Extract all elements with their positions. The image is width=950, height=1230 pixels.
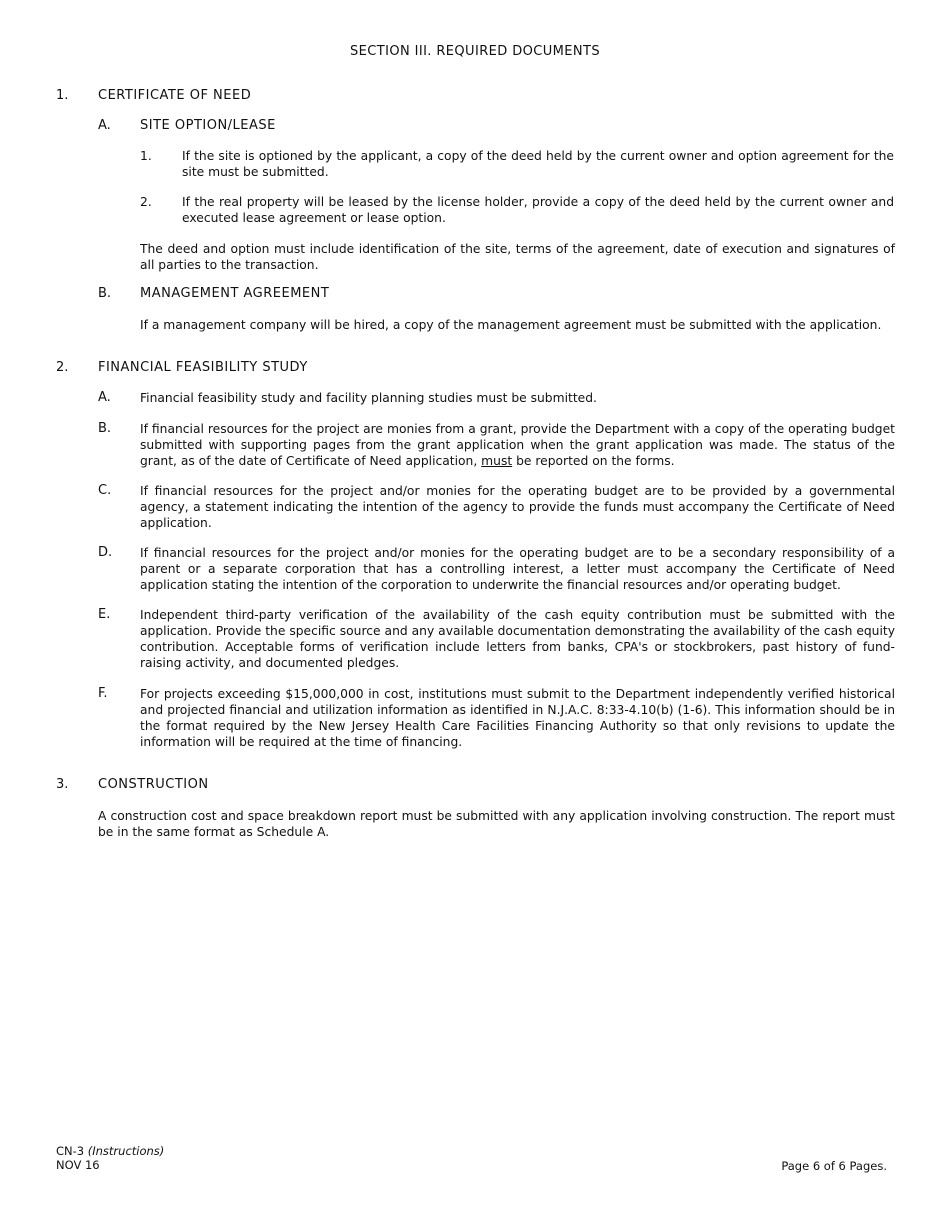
item-2c-letter: C.: [98, 483, 112, 498]
item-2d-text: If financial resources for the project and/or monies for the operating budget are to be a secondary responsibility of a parent or a separate corporation that has a controlling interest, a letter must accompany the Certificate of Need application stating the intention of the corporation to underwrite the financial resources and/or operating budget.: [140, 546, 895, 592]
section-2-number: 2.: [56, 360, 69, 375]
item-2b-text-after: be reported on the forms.: [512, 454, 675, 468]
item-1a1-number: 1.: [140, 149, 152, 163]
item-2f-letter: F.: [98, 686, 108, 701]
section-1-number: 1.: [56, 88, 69, 103]
item-2d-letter: D.: [98, 545, 113, 560]
subsection-1a-letter: A.: [98, 118, 111, 133]
item-2c-text: If financial resources for the project and/or monies for the operating budget are to be provided by a governmental agency, a statement indicating the intention of the agency to provide the funds must accompany the Certificate of Need application.: [140, 484, 895, 530]
item-2e-letter: E.: [98, 607, 111, 622]
section-3-text: A construction cost and space breakdown report must be submitted with any application involving construction. The report must be in the same format as Schedule A.: [98, 809, 895, 839]
page-title: SECTION III. REQUIRED DOCUMENTS: [350, 44, 600, 59]
item-2b-text-before: If financial resources for the project are monies from a grant, provide the Department with a copy of the operating budget submitted with supporting pages from the grant application when the grant application was made. The status of the grant, as of the date of Certificate of Need application,: [140, 422, 895, 468]
subsection-1b-text: If a management company will be hired, a copy of the management agreement must be submitted with the application.: [140, 318, 882, 332]
footer-form-info: [56, 1144, 164, 1172]
item-2a-letter: A.: [98, 390, 111, 405]
footer-form-note: (Instructions): [87, 1144, 165, 1158]
footer-date: NOV 16: [56, 1158, 100, 1172]
footer-form-id: CN-3: [56, 1144, 85, 1158]
footer-page-number: Page 6 of 6 Pages.: [781, 1159, 887, 1173]
section-2-heading: FINANCIAL FEASIBILITY STUDY: [98, 360, 308, 375]
item-2b-text: [140, 421, 895, 469]
item-2f-text: For projects exceeding $15,000,000 in cost, institutions must submit to the Department independently verified historical and projected financial and utilization information as identified in N.J.A.C. 8:33-4.10(b) (1-6). This information should be in the format required by the New Jersey Health Care Facilities Financing Authority so that only revisions to update the information will be required at the time of financing.: [140, 687, 895, 749]
subsection-1a-note: The deed and option must include identification of the site, terms of the agreement, date of execution and signatures of all parties to the transaction.: [140, 242, 895, 272]
item-1a2-text: If the real property will be leased by the license holder, provide a copy of the deed held by the current owner and executed lease agreement or lease option.: [182, 195, 894, 225]
subsection-1b-letter: B.: [98, 286, 112, 301]
subsection-1a-heading: SITE OPTION/LEASE: [140, 118, 276, 133]
item-2e-text: Independent third-party verification of the availability of the cash equity contribution must be submitted with the application. Provide the specific source and any available documentation demonstrating the availability of the cash equity contribution. Acceptable forms of verification include letters from banks, CPA's or stockbrokers, past history of fund-raising activity, and documented pledges.: [140, 608, 895, 670]
item-1a1-text: If the site is optioned by the applicant, a copy of the deed held by the current owner and option agreement for the site must be submitted.: [182, 149, 894, 179]
item-2b-letter: B.: [98, 421, 112, 436]
subsection-1b-heading: MANAGEMENT AGREEMENT: [140, 286, 330, 301]
section-3-number: 3.: [56, 777, 69, 792]
section-1-heading: CERTIFICATE OF NEED: [98, 88, 252, 103]
item-1a2-number: 2.: [140, 195, 152, 209]
item-2b-emphasis: must: [481, 454, 513, 468]
item-2a-text: Financial feasibility study and facility planning studies must be submitted.: [140, 391, 597, 405]
section-3-heading: CONSTRUCTION: [98, 777, 209, 792]
